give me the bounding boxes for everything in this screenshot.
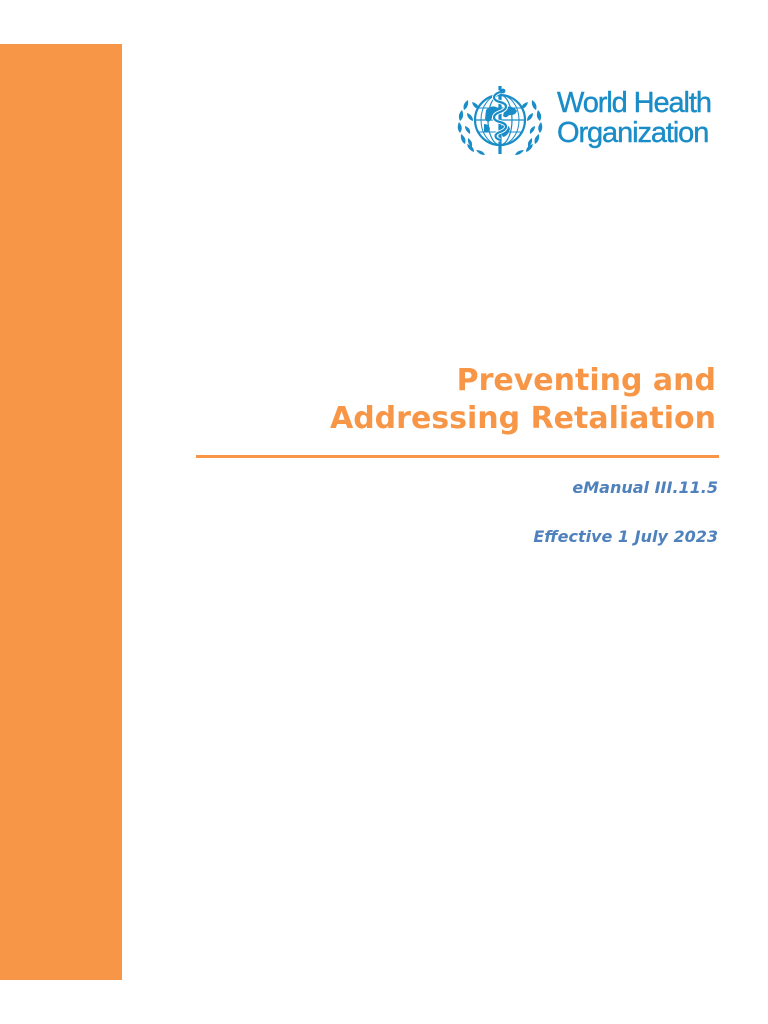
title-divider <box>196 455 719 458</box>
who-wordmark-line2: Organization <box>557 117 709 149</box>
document-title-line2: Addressing Retaliation <box>329 401 716 436</box>
document-title <box>156 362 716 438</box>
effective-date: Effective 1 July 2023 <box>533 527 718 546</box>
document-title-line1: Preventing and <box>456 363 716 398</box>
manual-reference: eManual III.11.5 <box>572 478 718 497</box>
who-wordmark <box>557 88 711 148</box>
who-logo <box>450 80 740 162</box>
orange-side-band <box>0 44 122 980</box>
who-wordmark-line1: World Health <box>557 87 711 119</box>
who-emblem-icon <box>450 80 550 162</box>
